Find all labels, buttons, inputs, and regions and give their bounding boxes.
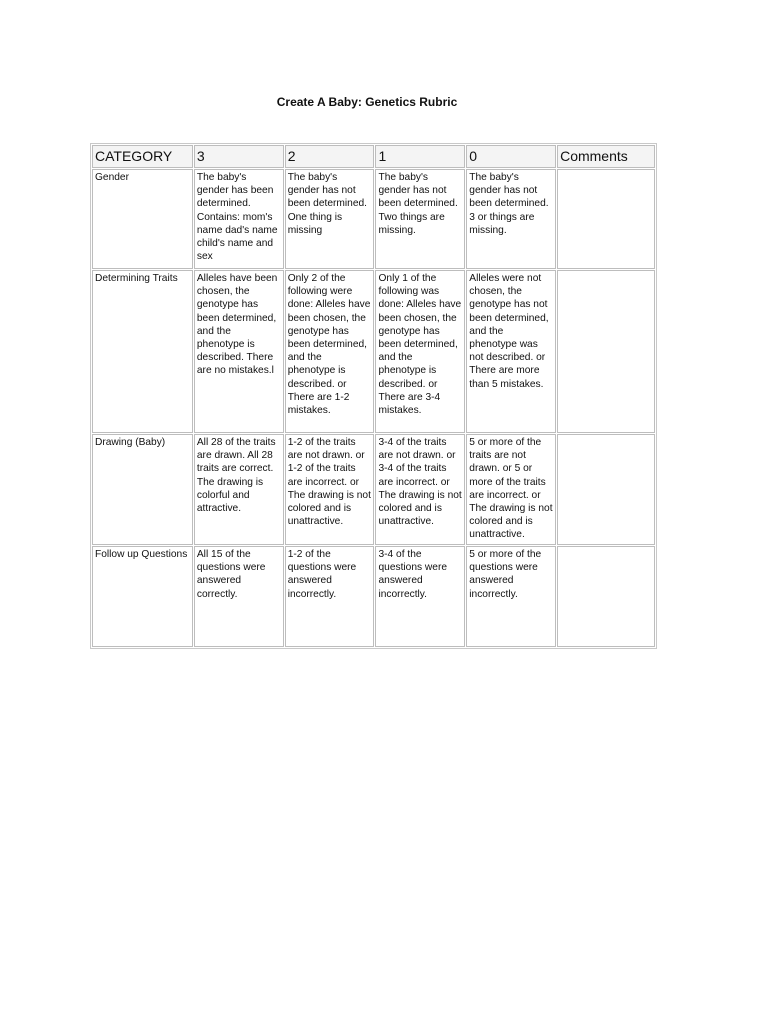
rubric-cell: Only 2 of the following were done: Alleles have been chosen, the genotype has been determined, and the phenotype is described. or There are 1-2 mistakes. <box>285 270 375 433</box>
page-title: Create A Baby: Genetics Rubric <box>276 95 458 109</box>
rubric-cell: 5 or more of the questions were answered incorrectly. <box>466 546 556 647</box>
row-category: Determining Traits <box>92 270 193 433</box>
rubric-cell: The baby's gender has not been determined. 3 or things are missing. <box>466 169 556 269</box>
table-row <box>92 169 655 269</box>
table-row <box>92 434 655 545</box>
rubric-cell: 1-2 of the questions were answered incorrectly. <box>285 546 375 647</box>
header-row <box>92 145 655 168</box>
rubric-cell: Alleles have been chosen, the genotype has been determined, and the phenotype is described. There are no mistakes.l <box>194 270 284 433</box>
row-category: Drawing (Baby) <box>92 434 193 545</box>
row-category: Follow up Questions <box>92 546 193 647</box>
rubric-cell: The baby's gender has been determined. Contains: mom's name dad's name child's name and sex <box>194 169 284 269</box>
comments-cell <box>557 270 655 433</box>
rubric-table <box>90 143 657 649</box>
rubric-cell: 3-4 of the traits are not drawn. or 3-4 of the traits are incorrect. or The drawing is not colored and is unattractive. <box>375 434 465 545</box>
rubric-cell: 3-4 of the questions were answered incorrectly. <box>375 546 465 647</box>
rubric-cell: All 28 of the traits are drawn. All 28 traits are correct. The drawing is colorful and attractive. <box>194 434 284 545</box>
comments-cell <box>557 434 655 545</box>
rubric-cell: 1-2 of the traits are not drawn. or 1-2 of the traits are incorrect. or The drawing is not colored and is unattractive. <box>285 434 375 545</box>
header-score-2: 2 <box>285 145 375 168</box>
header-score-3: 3 <box>194 145 284 168</box>
rubric-cell: Only 1 of the following was done: Alleles have been chosen, the genotype has been determined, and the phenotype is described. or There are 3-4 mistakes. <box>375 270 465 433</box>
header-score-0: 0 <box>466 145 556 168</box>
table-row <box>92 546 655 647</box>
table-row <box>92 270 655 433</box>
comments-cell <box>557 546 655 647</box>
rubric-cell: The baby's gender has not been determined. One thing is missing <box>285 169 375 269</box>
comments-cell <box>557 169 655 269</box>
header-comments: Comments <box>557 145 655 168</box>
header-category: CATEGORY <box>92 145 193 168</box>
rubric-cell: All 15 of the questions were answered correctly. <box>194 546 284 647</box>
row-category: Gender <box>92 169 193 269</box>
header-score-1: 1 <box>375 145 465 168</box>
rubric-cell: Alleles were not chosen, the genotype has not been determined, and the phenotype was not described. or There are more than 5 mistakes. <box>466 270 556 433</box>
rubric-cell: The baby's gender has not been determined. Two things are missing. <box>375 169 465 269</box>
rubric-cell: 5 or more of the traits are not drawn. or 5 or more of the traits are incorrect. or The drawing is not colored and is unattractive. <box>466 434 556 545</box>
